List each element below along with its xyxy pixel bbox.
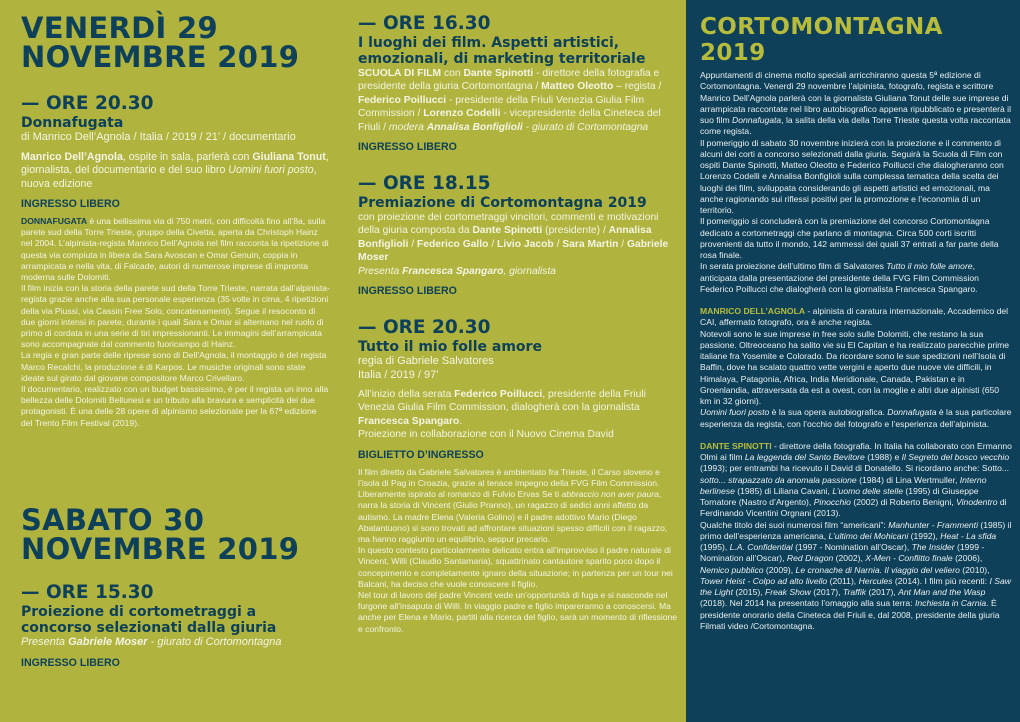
text: con	[441, 68, 464, 79]
text: (1997 - Nomination all’Oscar),	[792, 542, 912, 552]
bio-manrico-dell-agnola	[700, 306, 1012, 430]
day-heading-line: NOVEMBRE 2019	[21, 532, 300, 566]
person-name: Dante Spinotti	[472, 225, 543, 237]
text: - direttore della fotografia e presidente della giuria Cortomontagna /	[358, 68, 660, 93]
film-title: Traffik	[842, 587, 867, 597]
film-title: L.A. Confidential	[729, 542, 793, 552]
person-name: Lorenzo Codelli	[423, 108, 501, 120]
film-title: L’uomo delle stelle	[832, 485, 904, 496]
text: /	[408, 238, 417, 250]
text: /	[618, 238, 627, 250]
day-heading-line: SABATO 30	[21, 503, 205, 537]
text: , ospite in sala, parlerà con	[122, 150, 253, 163]
text: con proiezione dei cortometraggi vincitori, commenti e motivazioni della giuria composta da	[358, 212, 659, 237]
text: (1984) di Lina Wertmuller,	[856, 474, 960, 485]
bio-paragraph: Notevoli sono le sue imprese in free solo sulle Dolomiti, che restano la sua passione. Oltreoceano ha salito vie su El Capitan e ha realizzato parecchie prime italiane fra Yosemite e Colorado. Da ricordare sono le sue spedizioni nell’Isola di Baffin, dove ha scalato quattro vette vergini e aperto due nuove vie difficili, in Himalaya, Patagonia, Africa, India Meridionale, Canada, Pakistan e in Groenlandia, attraversata da est a ovest, con la moglie e altri due alpinisti (650 km in 32 giorni).	[700, 328, 1010, 406]
entry-info: INGRESSO LIBERO	[21, 656, 120, 669]
text: (1995),	[700, 542, 730, 552]
film-title: Donnafugata	[732, 115, 782, 125]
film-synopsis	[21, 216, 330, 283]
text: (2011),	[827, 575, 859, 586]
day-heading-line: NOVEMBRE 2019	[21, 40, 300, 74]
text: , anticipata dalla presentazione del presidente della FVG Film Commission Federico Poillucci che dialogherà con la giornalista Francesca Spangaro.	[700, 261, 979, 294]
text: Il film diretto da Gabriele Salvatores è ambientato fra Trieste, il Carso sloveno e l’isola di Pag in Croazia, grazie al tenace impegno della FVG Film Commission. Liberamente ispirato al romanzo di Fulvio Ervas Se ti	[358, 466, 660, 500]
event-awards	[358, 174, 678, 298]
text: è la sua particolare esperienza da regista, con l’occhio del fotografo e l’esperienza dell’alpinista.	[700, 407, 1012, 429]
person-name: Matteo Oleotto	[541, 81, 614, 93]
text: – regista /	[613, 81, 662, 93]
text: - giurato di Cortomontagna	[147, 636, 282, 648]
person-name: Federico Poillucci	[454, 389, 543, 401]
book-title: Uomini fuori posto	[228, 164, 314, 176]
event-title: I luoghi dei film. Aspetti artistici, emozionali, di marketing territoriale	[358, 35, 646, 67]
text: (2017),	[866, 587, 899, 597]
day-heading-saturday	[21, 503, 300, 566]
person-name: Francesca Spangaro	[358, 415, 460, 427]
text: - giurato di Cortomontagna	[522, 121, 649, 133]
event-presenter	[358, 265, 678, 278]
film-title: Red Dragon	[786, 553, 834, 564]
event-meta: di Manrico Dell’Agnola / Italia / 2019 / 21’ / documentario	[21, 131, 296, 143]
event-shorts-projection	[21, 583, 330, 670]
event-description	[358, 211, 678, 265]
event-description	[21, 151, 330, 192]
book-title: Uomini fuori posto	[700, 407, 770, 418]
text: (presidente) /	[542, 225, 609, 237]
film-synopsis: La regia e gran parte delle riprese sono di Dell’Agnola, il montaggio è del regista Marco Recalchi, la produzione è di Karpos. Le musiche originali sono state ideate sul girato dal giovane compositore Marco Crivellaro.	[21, 350, 327, 383]
bio-paragraph	[700, 441, 1012, 520]
film-title: Freak Show	[765, 587, 811, 597]
text: (1993); per entrambi ha ricevuto il David di Donatello. Si ricordano anche: Sotto...	[700, 463, 1010, 474]
text: /	[488, 238, 498, 250]
text: (2015),	[732, 587, 765, 597]
text: modera	[388, 121, 427, 133]
film-title: Tutto il mio folle amore	[886, 261, 973, 272]
person-name: Francesca Spangaro	[402, 265, 504, 277]
person-name: Annalisa Bonfiglioli	[358, 225, 652, 250]
film-title: Tower Heist - Colpo ad alto livello	[700, 575, 828, 586]
text: (2018). Nel 2014 ha presentato l’omaggio alla sua terra:	[700, 598, 915, 609]
text: - direttore della fotografia. In Italia ha collaborato con Ermanno Olmi ai film	[700, 440, 1012, 462]
film-name: DONNAFUGATA	[21, 216, 88, 226]
film-title: Il Segreto del bosco vecchio	[901, 452, 1010, 462]
text: , narra la storia di Vincent (Giulio Pranno), un ragazzo di sedici anni affetto da autismo. La madre Elena (Valeria Golino) e il padre adottivo Mario (Diego Abatantuono) si sono trovati ad affrontare situazioni spesso difficili con il ragazzo, ma hanno raggiunto un equilibrio, seppur precario.	[358, 489, 668, 544]
event-title: Premiazione di Cortomontagna 2019	[358, 195, 647, 212]
event-meta: Italia / 2019 / 97’	[358, 368, 439, 381]
event-time: — ORE 20.30	[21, 93, 154, 114]
text: (2010),	[959, 564, 990, 575]
intro-paragraph	[700, 261, 1012, 295]
film-title: Manhunter - Frammenti	[888, 519, 978, 530]
person-name: Giuliana Tonut	[252, 150, 326, 163]
text: (1992),	[908, 530, 941, 541]
text: (1999 - Nomination all’Oscar),	[700, 542, 985, 564]
text: - alpinista di caratura internazionale, Accademico del CAI, affermato fotografo, ora è anche regista.	[700, 306, 1009, 328]
text: Appuntamenti di cinema molto speciali arricchiranno questa 5ª edizione di Cortomontagna. Venerdì 29 novembre l’alpinista, fotografo, regista e scrittore Manrico Dell’Agnola parlerà con la giornalista Giuliana Tonut delle sue imprese di arrampicata raccontate nel libro autobiografico appena ripubblicato e presenterà il suo film	[700, 70, 1011, 125]
person-name: Federico Poillucci	[358, 94, 447, 106]
event-time: — ORE 15.30	[21, 582, 154, 603]
film-title: X-Men - Conflitto finale	[865, 553, 953, 564]
text: (2017),	[810, 587, 843, 597]
film-title: Pinocchio	[813, 497, 851, 507]
person-name: Manrico Dell’Agnola	[21, 150, 123, 163]
text: . È presidente onorario della Cineteca del Friuli e, dal 2008, presidente della giuria Filmati video /Cortomontagna.	[700, 598, 1000, 631]
event-title: Donnafugata	[21, 115, 124, 131]
entry-info: INGRESSO LIBERO	[21, 198, 120, 210]
film-title: Donnafugata	[887, 407, 937, 418]
text: (2002),	[833, 553, 866, 564]
film-title: Heat - La sfida	[940, 530, 997, 541]
film-title: Ant Man and the Wasp	[898, 587, 986, 597]
film-synopsis: In questo contesto particolarmente delicato entra all’improvviso il padre naturale di Vincent, Willi (Claudio Santamaria), squattrinato cantautore sparito poco dopo il concepimento e completamente ignaro della situazione; in partenza per un tour nei Balcani, ha deciso che vuole conoscere il figlio.	[358, 545, 673, 589]
film-title: Interno berlinese	[700, 474, 987, 496]
event-presenter	[21, 636, 330, 650]
bio-paragraph	[700, 306, 1012, 329]
text: - vicepresidente della Cineteca del Friuli /	[358, 108, 661, 133]
film-title: Inchiesta in Carnia	[914, 598, 987, 609]
text: (1985) di Liliana Cavani,	[734, 485, 833, 496]
film-title: I Saw the Light	[700, 575, 1011, 597]
person-name: Gabriele Moser	[358, 238, 669, 264]
film-synopsis: Il film inizia con la storia della parete sud della Torre Trieste, narrata dall’alpinista-regista grazie anche alla sua personale esperienza (35 volte in cima, 4 ripetizioni della via Piussi, via Cassin Free Solo, concatenamenti). Segue il resoconto di due giorni intensi in parete, durante i quali Sara e Omar si alternano nel ruolo di primo di cordata in una serie di tiri impressionanti. Le immagini dell’arrampicata sono accompagnate dal commento fuoricampo di Hainz.	[21, 283, 330, 350]
film-title: La leggenda del Santo Bevitore	[744, 452, 865, 462]
text: (1988) e	[864, 452, 902, 462]
event-meta: regia di Gabriele Salvatores	[358, 355, 494, 368]
event-feature-film	[358, 318, 678, 635]
event-title: Proiezione di cortometraggi a concorso selezionati dalla giuria	[21, 604, 277, 636]
text: Qualche titolo dei suoi numerosi film “americani”:	[700, 519, 889, 530]
person-name: MANRICO DELL’AGNOLA	[700, 306, 806, 316]
text: (2006),	[952, 553, 983, 564]
text: , la salita della via della Torre Trieste questa volta raccontata come regista.	[700, 115, 1011, 137]
text: Presenta	[21, 636, 69, 648]
film-synopsis: Nel tour di lavoro del padre Vincent vede un’opportunità di fuga e si nasconde nel furgone all’insaputa di Willi. In viaggio padre e figlio impareranno a conoscersi. Ma anche per Elena e Mario, partiti alla ricerca del figlio, sarà un momento di riflessione e confronto.	[358, 589, 678, 634]
section-label: SCUOLA DI FILM	[358, 68, 442, 79]
event-description	[358, 388, 678, 428]
day-heading-line: VENERDÌ 29	[21, 11, 218, 45]
event-donnafugata	[21, 94, 330, 429]
person-name: Livio Jacob	[497, 238, 554, 250]
person-name: Gabriele Moser	[68, 636, 148, 648]
text: - presidente della Friuli Venezia Giulia Film Commission /	[358, 94, 645, 120]
text: di Ferdinando Vicentini Orgnani (2013).	[700, 497, 1007, 519]
film-title: The Insider	[911, 542, 955, 552]
text: Presenta	[358, 265, 403, 277]
film-title: sotto... strapazzato da anomala passione	[700, 474, 857, 485]
right-column	[686, 0, 1020, 722]
text: (2002) di Roberto Benigni,	[850, 497, 957, 507]
film-title: Nemico pubblico	[700, 564, 764, 575]
text: , nuova edizione	[21, 164, 317, 190]
festival-intro	[700, 70, 1012, 295]
text: è una bellissima via di 750 metri, con difficoltà fino all’8a, sulla parete sud della Torre Trieste, gruppo della Civetta, aperta da Christoph Hainz nel 2004. L’alpinista-regista Manrico Dell’Agnola nel film racconta la ripetizione di questa via compiuta in libera da Sara Avoscan e Omar Genuin, coppia in arrampicata e nella vita, di Falcade, autori di numerose imprese di impronta moderna sulle Dolomiti.	[21, 216, 329, 283]
event-time: — ORE 20.30	[358, 317, 491, 339]
event-time: — ORE 18.15	[358, 173, 491, 195]
person-name: Annalisa Bonfiglioli	[426, 121, 523, 133]
left-column	[0, 0, 340, 722]
person-name: Dante Spinotti	[463, 68, 534, 79]
event-title: Tutto il mio folle amore	[358, 339, 542, 356]
festival-title: CORTOMONTAGNA 2019	[700, 14, 943, 66]
event-note: Proiezione in collaborazione con il Nuovo Cinema David	[358, 429, 614, 441]
text: , presidente della Friuli Venezia Giulia Film Commission, dialogherà con la giornalista	[358, 389, 646, 414]
entry-info: INGRESSO LIBERO	[358, 285, 457, 298]
film-synopsis: Il documentario, realizzato con un budget bassissimo, è per il regista un inno alla bellezza delle Dolomiti Bellunesi e un tributo alla bravura e semplicità dei due protagonisti. È una delle 28 opere di alpinismo selezionate per la 67ª edizione del Trento Film Festival (2019).	[21, 384, 329, 428]
person-name: Federico Gallo	[416, 238, 489, 250]
middle-column	[340, 0, 686, 722]
person-name: DANTE SPINOTTI	[700, 440, 772, 451]
film-title: Vinodentro	[956, 497, 998, 507]
event-description	[358, 67, 678, 134]
intro-paragraph	[700, 70, 1012, 138]
book-title: abbraccio non aver paura	[561, 489, 659, 500]
intro-paragraph: Il pomeriggio di sabato 30 novembre inizierà con la proiezione e il commento di alcuni dei corti a concorso selezionati dalla giuria. Seguirà la Scuola di Film con ospiti Dante Spinotti, Matteo Oleotto e Federico Poillucci che dialogheranno con Lorenzo Codelli e Annalisa Bonfiglioli sulla complessa tematica della scelta dei luoghi dei film, sviluppata considerando gli aspetti artistici ed emozionali, ma anche ragionando sui riflessi positivi per la promozione e l’economia di un territorio.	[700, 137, 1004, 215]
person-name: Sara Martin	[562, 238, 619, 250]
bio-paragraph	[700, 407, 1012, 430]
entry-info: INGRESSO LIBERO	[358, 141, 457, 154]
text: , giornalista, del documentario e del suo libro	[21, 150, 329, 176]
text: , giornalista	[503, 265, 557, 277]
text: .	[459, 415, 463, 427]
entry-info: BIGLIETTO D’INGRESSO	[358, 448, 484, 461]
text: è la sua opera autobiografica.	[769, 407, 888, 418]
event-film-school	[358, 14, 678, 154]
intro-paragraph: Il pomeriggio si concluderà con la premiazione del concorso Cortomontagna dedicato a cortometraggi che parlano di montagna. Circa 500 corti iscritti provenienti da tutto il mondo, 142 ammessi dei quali 37 entrati a far parte della rosa finale.	[700, 216, 999, 260]
text: /	[553, 238, 563, 250]
text: All’inizio della serata	[358, 389, 455, 401]
day-heading-friday	[21, 11, 330, 74]
text: (1985) il primo dell’esperienza americana,	[700, 519, 1012, 541]
text: (2009),	[763, 564, 796, 575]
bio-paragraph	[700, 520, 1012, 633]
text: (1995) di Giuseppe Tornatore (Nastro d’Argento),	[700, 485, 979, 507]
film-title: L’ultimo dei Mohicani	[828, 530, 909, 541]
bio-dante-spinotti	[700, 441, 1012, 632]
event-time: — ORE 16.30	[358, 13, 491, 34]
film-title: Le cronache di Narnia. Il viaggio del veliero	[795, 564, 960, 575]
film-title: Hercules	[858, 575, 893, 586]
text: In serata proiezione dell’ultimo film di Salvatores	[700, 261, 887, 272]
text: (2014). I film più recenti:	[892, 575, 990, 586]
film-synopsis	[358, 467, 678, 545]
